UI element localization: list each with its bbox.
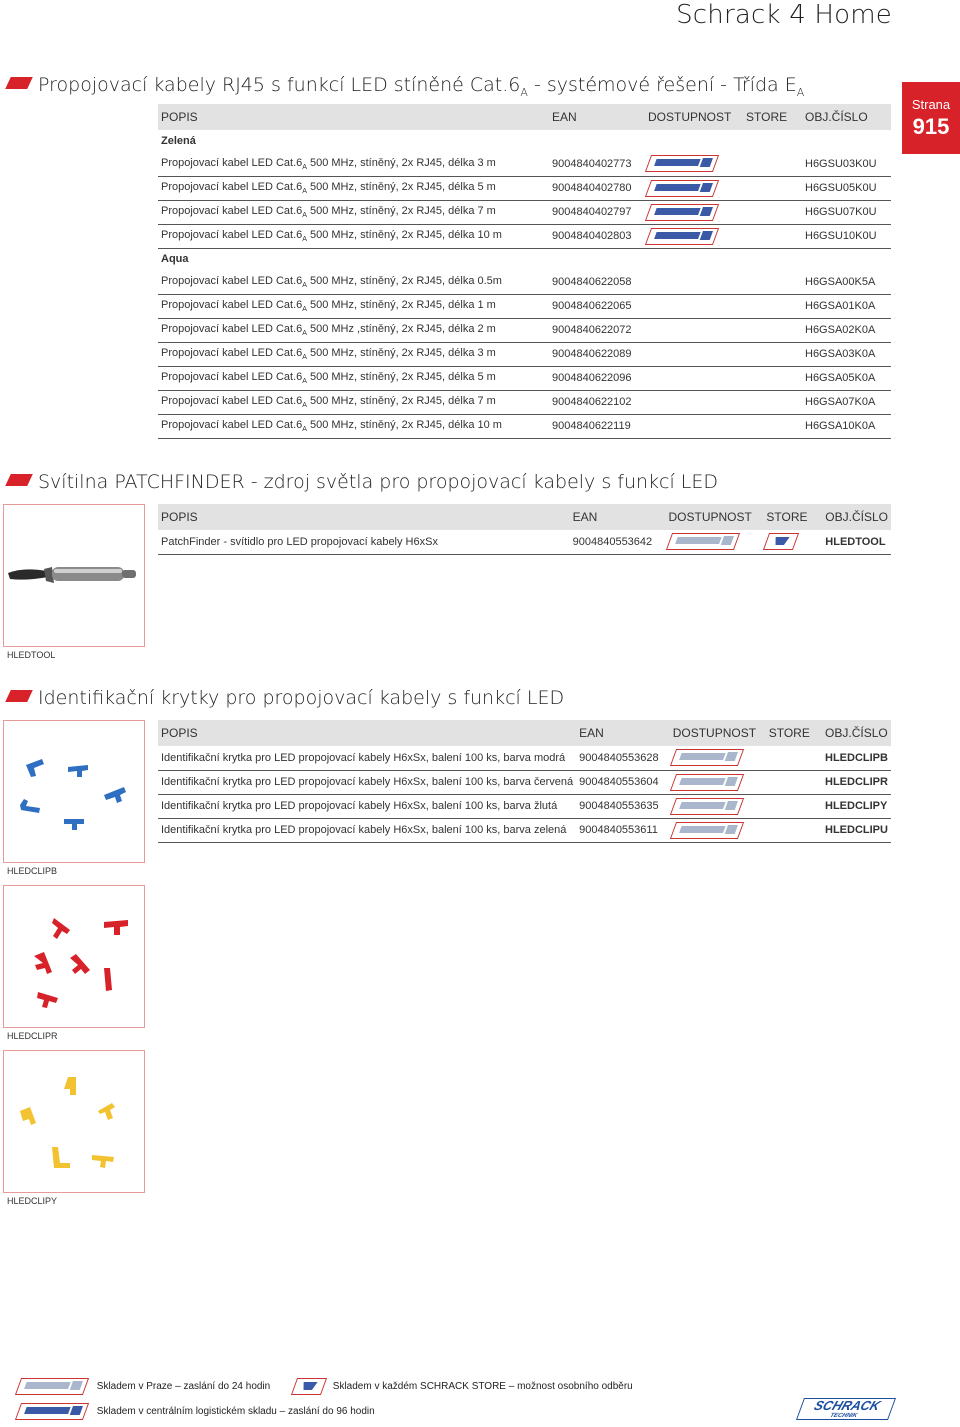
order-number[interactable]: HLEDCLIPB	[822, 746, 891, 770]
row-ean: 9004840402773	[549, 152, 645, 176]
table-row	[158, 414, 891, 438]
truck-icon	[645, 204, 719, 221]
truck-icon	[670, 774, 744, 791]
col-popis: POPIS	[158, 720, 576, 746]
order-number: H6GSA02K0A	[802, 318, 891, 342]
blue-clips-image	[4, 721, 144, 862]
order-number: H6GSA01K0A	[802, 294, 891, 318]
clips-table	[158, 720, 891, 843]
row-description: Propojovací kabel LED $Cat.6_A$ 500 MHz, stíněný, 2x RJ45, délka 5 m	[158, 366, 549, 390]
truck-icon	[15, 1403, 89, 1420]
page-label: Strana	[911, 97, 951, 112]
truck-icon	[15, 1378, 89, 1395]
legend-store	[294, 1378, 633, 1395]
order-number: H6GSU03K0U	[802, 152, 891, 176]
table-row	[158, 318, 891, 342]
legend-store-text: Skladem v každém SCHRACK STORE – možnost osobního odběru	[332, 1381, 633, 1393]
table-row	[158, 366, 891, 390]
product-image-hledclipb	[3, 720, 145, 863]
product-image-hledclipy	[3, 1050, 145, 1193]
page-number-tab	[902, 82, 960, 154]
col-obj: OBJ.ČÍSLO	[822, 720, 891, 746]
legend-central-text: Skladem v centrálním logistickém skladu – zaslání do 96 hodin	[96, 1406, 375, 1418]
order-number: H6GSU05K0U	[802, 176, 891, 200]
row-description: Propojovací kabel LED $Cat.6_A$ 500 MHz, stíněný, 2x RJ45, délka 1 m	[158, 294, 549, 318]
image-caption: HLEDCLIPB	[7, 866, 58, 876]
group-row-green: Zelená	[161, 135, 196, 147]
row-ean: 9004840622065	[549, 294, 645, 318]
table-row	[158, 342, 891, 366]
order-number[interactable]: HLEDCLIPU	[822, 818, 891, 842]
legend-prague-text: Skladem v Praze – zaslání do 24 hodin	[96, 1381, 271, 1393]
col-ean: EAN	[549, 104, 645, 130]
row-description: Propojovací kabel LED $Cat.6_A$ 500 MHz, stíněný, 2x RJ45, délka 10 m	[158, 224, 549, 248]
table-row	[158, 294, 891, 318]
table-row	[158, 794, 891, 818]
col-popis: POPIS	[158, 104, 549, 130]
table-row	[158, 746, 891, 770]
col-ean: EAN	[570, 504, 666, 530]
order-number: H6GSU10K0U	[802, 224, 891, 248]
legend-prague	[18, 1378, 270, 1395]
order-number[interactable]: HLEDCLIPR	[822, 770, 891, 794]
red-clips-image	[4, 886, 144, 1027]
yellow-clips-image	[4, 1051, 144, 1192]
row-description: Propojovací kabel LED $Cat.6_A$ 500 MHz, stíněný, 2x RJ45, délka 3 m	[158, 342, 549, 366]
row-description: Identifikační krytka pro LED propojovací kabely H6xSx, balení 100 ks, barva modrá	[158, 746, 576, 770]
row-description: Propojovací kabel LED $Cat.6_A$ 500 MHz, stíněný, 2x RJ45, délka 10 m	[158, 414, 549, 438]
truck-icon	[670, 749, 744, 766]
image-caption: HLEDTOOL	[7, 650, 56, 660]
table-row	[158, 530, 891, 554]
truck-icon	[645, 155, 719, 172]
product-image-hledtool	[3, 504, 145, 647]
table-row	[158, 176, 891, 200]
order-number: H6GSA07K0A	[802, 390, 891, 414]
store-cart-icon	[763, 533, 799, 550]
product-image-hledclipr	[3, 885, 145, 1028]
section-title-clips: Identifikační krytky pro propojovací kabely s funkcí LED	[0, 687, 564, 709]
row-description: Propojovací kabel LED $Cat.6_A$ 500 MHz, stíněný, 2x RJ45, délka 3 m	[158, 152, 549, 176]
order-number: H6GSA05K0A	[802, 366, 891, 390]
row-ean: 9004840622096	[549, 366, 645, 390]
col-dostupnost: DOSTUPNOST	[666, 504, 764, 530]
row-ean: 9004840622102	[549, 390, 645, 414]
row-ean: 9004840402797	[549, 200, 645, 224]
col-dostupnost: DOSTUPNOST	[670, 720, 766, 746]
order-number: H6GSU07K0U	[802, 200, 891, 224]
schrack-logo: SCHRACK TECHNIK	[796, 1398, 896, 1420]
row-ean: 9004840622072	[549, 318, 645, 342]
row-description: Propojovací kabel LED $Cat.6_A$ 500 MHz, stíněný, 2x RJ45, délka 0.5m	[158, 270, 549, 294]
table-row	[158, 818, 891, 842]
legend-central	[18, 1403, 375, 1420]
table-row	[158, 770, 891, 794]
table-row	[158, 200, 891, 224]
truck-icon	[670, 798, 744, 815]
order-number-link[interactable]: HLEDTOOL	[822, 530, 891, 554]
row-description: Identifikační krytka pro LED propojovací kabely H6xSx, balení 100 ks, barva červená	[158, 770, 576, 794]
order-number: H6GSA00K5A	[802, 270, 891, 294]
truck-icon	[645, 180, 719, 197]
col-store: STORE	[766, 720, 822, 746]
col-store: STORE	[743, 104, 802, 130]
table-header-row	[158, 504, 891, 530]
col-obj: OBJ.ČÍSLO	[822, 504, 891, 530]
brand-header: Schrack 4 Home	[676, 0, 892, 30]
page-number: 915	[912, 114, 950, 139]
row-description: Propojovací kabel LED $Cat.6_A$ 500 MHz, stíněný, 2x RJ45, délka 7 m	[158, 200, 549, 224]
table-row	[158, 270, 891, 294]
image-caption: HLEDCLIPR	[7, 1031, 58, 1041]
row-description: Propojovací kabel LED $Cat.6_A$ 500 MHz, stíněný, 2x RJ45, délka 7 m	[158, 390, 549, 414]
col-dostupnost: DOSTUPNOST	[645, 104, 743, 130]
col-popis: POPIS	[158, 504, 570, 530]
section-marker-icon	[5, 690, 33, 702]
row-ean: 9004840553628	[576, 746, 670, 770]
truck-icon	[665, 533, 739, 550]
order-number: H6GSA10K0A	[802, 414, 891, 438]
cables-table	[158, 104, 891, 439]
row-description: Propojovací kabel LED $Cat.6_A$ 500 MHz, stíněný, 2x RJ45, délka 5 m	[158, 176, 549, 200]
row-description: PatchFinder - svítidlo pro LED propojovací kabely H6xSx	[158, 530, 570, 554]
row-ean: 9004840622058	[549, 270, 645, 294]
row-ean: 9004840622119	[549, 414, 645, 438]
store-cart-icon	[291, 1378, 327, 1395]
row-ean: 9004840553642	[570, 530, 666, 554]
table-row	[158, 390, 891, 414]
section-title-cables: Propojovací kabely RJ45 s funkcí LED stíněné $Cat.6_A$ - systémové řešení - Třída $E_A$	[0, 74, 804, 99]
table-header-row	[158, 104, 891, 130]
row-ean: 9004840402780	[549, 176, 645, 200]
section-marker-icon	[5, 77, 33, 89]
row-ean: 9004840622089	[549, 342, 645, 366]
row-description: Identifikační krytka pro LED propojovací kabely H6xSx, balení 100 ks, barva žlutá	[158, 794, 576, 818]
truck-icon	[670, 822, 744, 839]
section-marker-icon	[5, 474, 33, 486]
table-row	[158, 152, 891, 176]
order-number: H6GSA03K0A	[802, 342, 891, 366]
order-number[interactable]: HLEDCLIPY	[822, 794, 891, 818]
row-ean: 9004840553635	[576, 794, 670, 818]
row-description: Identifikační krytka pro LED propojovací kabely H6xSx, balení 100 ks, barva zelená	[158, 818, 576, 842]
patchfinder-image	[4, 505, 144, 646]
group-row-aqua: Aqua	[161, 253, 189, 266]
section-title-patchfinder: Svítilna PATCHFINDER - zdroj světla pro propojovací kabely s funkcí LED	[0, 471, 718, 493]
truck-icon	[645, 228, 719, 245]
row-ean: 9004840402803	[549, 224, 645, 248]
image-caption: HLEDCLIPY	[7, 1196, 58, 1206]
table-row	[158, 224, 891, 248]
patchfinder-table	[158, 504, 891, 555]
table-header-row	[158, 720, 891, 746]
col-obj: OBJ.ČÍSLO	[802, 104, 891, 130]
col-ean: EAN	[576, 720, 670, 746]
row-ean: 9004840553611	[576, 818, 670, 842]
row-description: Propojovací kabel LED $Cat.6_A$ 500 MHz ,stíněný, 2x RJ45, délka 2 m	[158, 318, 549, 342]
col-store: STORE	[763, 504, 822, 530]
row-ean: 9004840553604	[576, 770, 670, 794]
